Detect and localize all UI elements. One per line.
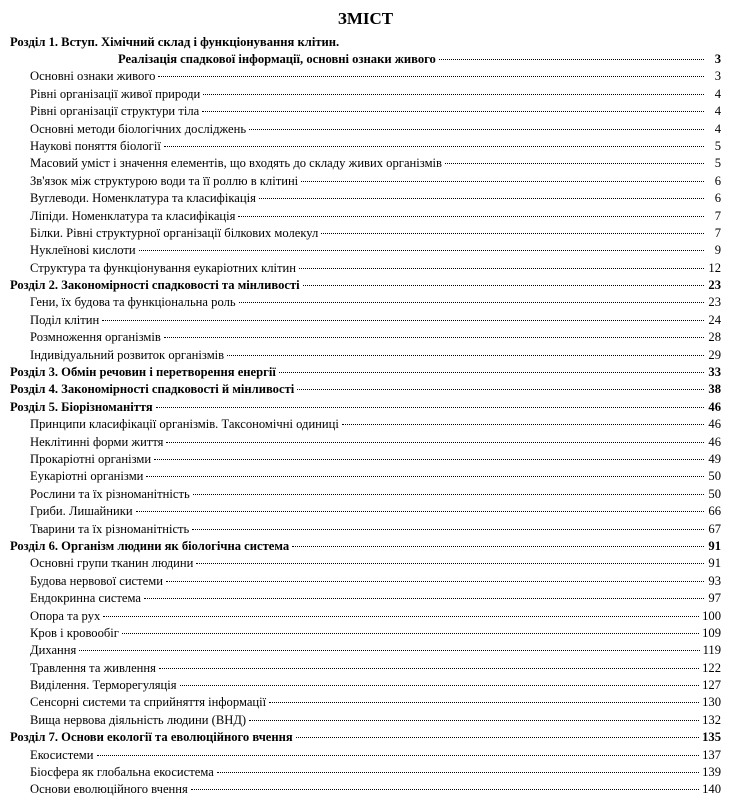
section-1-entry[interactable] (10, 51, 721, 68)
toc-item-page: 132 (702, 712, 721, 727)
toc-item-page: 5 (714, 138, 721, 153)
section-6-label: Розділ 6. Організм людини як біологічна система (10, 538, 290, 553)
toc-item-label: Нуклеїнові кислоти (30, 243, 136, 258)
dot-leader (158, 76, 704, 77)
dot-leader (296, 737, 699, 738)
toc-item-label: Гриби. Лишайники (30, 504, 133, 519)
toc-item[interactable] (10, 468, 721, 485)
dot-leader (136, 511, 704, 512)
dot-leader (166, 442, 704, 443)
toc-item-label: Масовий уміст і значення елементів, що входять до складу живих організмів (30, 156, 442, 171)
toc-item[interactable] (10, 451, 721, 468)
toc-item-label: Основні групи тканин людини (30, 556, 194, 571)
section-3-label: Розділ 3. Обмін речовин і перетворення енергії (10, 365, 276, 380)
toc-item-label: Розмноження організмів (30, 330, 161, 345)
toc-item[interactable] (10, 573, 721, 590)
section-5-entry[interactable] (10, 399, 721, 416)
toc-item-page: 137 (702, 747, 721, 762)
toc-item-label: Принципи класифікації організмів. Таксономічні одиниці (30, 417, 339, 432)
toc-item[interactable] (10, 294, 721, 311)
dot-leader (193, 494, 704, 495)
toc-item-label: Опора та рух (30, 608, 101, 623)
toc-item-page: 109 (702, 625, 721, 640)
toc-item-label: Поділ клітин (30, 312, 100, 327)
section-1-heading: Розділ 1. Вступ. Хімічний склад і функціонування клітин. (10, 35, 340, 49)
dot-leader (238, 216, 704, 217)
toc-item-page: 139 (702, 765, 721, 780)
toc-item[interactable] (10, 103, 721, 120)
dot-leader (164, 146, 704, 147)
dot-leader (166, 581, 704, 582)
toc-item[interactable] (10, 642, 721, 659)
dot-leader (154, 459, 704, 460)
toc-item-label: Основи еволюційного вчення (30, 782, 188, 797)
toc-item-page: 6 (714, 173, 721, 188)
toc-item-label: Кров і кровообіг (30, 625, 119, 640)
dot-leader (139, 250, 704, 251)
toc-item-page: 4 (714, 104, 721, 119)
toc-item-page: 119 (702, 643, 721, 658)
dot-leader (249, 720, 699, 721)
section-6-entry[interactable] (10, 538, 721, 555)
toc-item-label: Вуглеводи. Номенклатура та класифікація (30, 191, 256, 206)
toc-item[interactable] (10, 781, 721, 798)
toc-item-label: Білки. Рівні структурної організації білкових молекул (30, 225, 319, 240)
dot-leader (239, 302, 704, 303)
toc-item-page: 46 (708, 417, 721, 432)
dot-leader (292, 546, 704, 547)
toc-item-page: 7 (714, 225, 721, 240)
dot-leader (321, 233, 704, 234)
toc-item-label: Вища нервова діяльність людини (ВНД) (30, 712, 247, 727)
toc-item-label: Виділення. Терморегуляція (30, 678, 177, 693)
toc-item-label: Структура та функціонування еукаріотних клітин (30, 260, 297, 275)
toc-item-label: Ендокринна система (30, 591, 141, 606)
toc-item[interactable] (10, 121, 721, 138)
dot-leader (279, 372, 704, 373)
toc-item[interactable] (10, 694, 721, 711)
section-7-label: Розділ 7. Основи екології та еволюційного вчення (10, 730, 293, 745)
toc-item[interactable] (10, 155, 721, 172)
section-3-entry[interactable] (10, 364, 721, 381)
toc-item-label: Сенсорні системи та сприйняття інформації (30, 695, 267, 710)
toc-item-page: 50 (708, 469, 721, 484)
dot-leader (299, 268, 704, 269)
toc-item[interactable] (10, 764, 721, 781)
dot-leader (103, 616, 699, 617)
section-5-label: Розділ 5. Біорізноманіття (10, 399, 153, 414)
dot-leader (144, 598, 704, 599)
toc-item-label: Біосфера як глобальна екосистема (30, 765, 214, 780)
dot-leader (164, 337, 704, 338)
toc-item-page: 46 (708, 434, 721, 449)
toc-item-page: 3 (714, 69, 721, 84)
toc-item[interactable] (10, 86, 721, 103)
section-4-page: 38 (708, 382, 721, 397)
toc-item-page: 97 (708, 591, 721, 606)
toc-item-label: Основні методи біологічних досліджень (30, 121, 247, 136)
toc-item-page: 9 (714, 243, 721, 258)
dot-leader (445, 163, 704, 164)
toc-item[interactable] (10, 555, 721, 572)
toc-item[interactable] (10, 434, 721, 451)
dot-leader (297, 389, 704, 390)
toc-item-page: 6 (714, 191, 721, 206)
toc-item-label: Ліпіди. Номенклатура та класифікація (30, 208, 236, 223)
dot-leader (192, 529, 704, 530)
toc-item-page: 7 (714, 208, 721, 223)
toc-item[interactable] (10, 190, 721, 207)
toc-item[interactable] (10, 416, 721, 433)
dot-leader (227, 355, 704, 356)
toc-item[interactable] (10, 660, 721, 677)
section-5-page: 46 (708, 399, 721, 414)
toc-item-label: Рівні організації структури тіла (30, 104, 200, 119)
section-7-page: 135 (702, 730, 721, 745)
toc-item-page: 66 (708, 504, 721, 519)
dot-leader (269, 702, 699, 703)
dot-leader (249, 129, 704, 130)
dot-leader (259, 198, 704, 199)
dot-leader (439, 59, 704, 60)
toc-item[interactable] (10, 260, 721, 277)
toc-item[interactable] (10, 347, 721, 364)
toc-item[interactable] (10, 590, 721, 607)
toc-item[interactable] (10, 173, 721, 190)
dot-leader (97, 755, 700, 756)
toc-item-page: 23 (708, 295, 721, 310)
toc-title: ЗМІСТ (337, 9, 394, 28)
toc-item-label: Основні ознаки живого (30, 69, 156, 84)
toc-item-page: 29 (708, 347, 721, 362)
toc-item-page: 4 (714, 86, 721, 101)
toc-item-label: Будова нервової системи (30, 573, 163, 588)
toc-item-label: Еукаріотні організми (30, 469, 144, 484)
dot-leader (203, 94, 704, 95)
toc-item-label: Прокаріотні організми (30, 451, 152, 466)
toc-item-page: 140 (702, 782, 721, 797)
toc-item[interactable] (10, 625, 721, 642)
dot-leader (122, 633, 699, 634)
toc-item-label: Зв'язок між структурою води та її роллю в клітині (30, 173, 299, 188)
dot-leader (202, 111, 704, 112)
dot-leader (301, 181, 704, 182)
toc-item[interactable] (10, 68, 721, 85)
dot-leader (191, 789, 699, 790)
toc-item[interactable] (10, 242, 721, 259)
toc-item[interactable] (10, 208, 721, 225)
toc-item-label: Рослини та їх різноманітність (30, 486, 190, 501)
toc-item-page: 24 (708, 312, 721, 327)
toc-item[interactable] (10, 503, 721, 520)
toc-item-page: 91 (708, 556, 721, 571)
toc-item[interactable] (10, 747, 721, 764)
toc-item-label: Гени, їх будова та функціональна роль (30, 295, 236, 310)
toc-item-label: Тварини та їх різноманітність (30, 521, 190, 536)
toc-item-page: 28 (708, 330, 721, 345)
toc-item-page: 100 (702, 608, 721, 623)
section-4-entry[interactable] (10, 381, 721, 398)
section-4-label: Розділ 4. Закономірності спадковості й мінливості (10, 382, 295, 397)
toc-item-label: Рівні організації живої природи (30, 86, 201, 101)
toc-item-page: 127 (702, 678, 721, 693)
dot-leader (303, 285, 704, 286)
toc-item[interactable] (10, 312, 721, 329)
toc-item-label: Наукові поняття біології (30, 138, 161, 153)
section-1-page: 3 (714, 52, 721, 66)
toc-item[interactable] (10, 329, 721, 346)
section-3-page: 33 (708, 365, 721, 380)
section-6-page: 91 (708, 538, 721, 553)
dot-leader (180, 685, 700, 686)
toc-item[interactable] (10, 677, 721, 694)
dot-leader (342, 424, 704, 425)
toc-item-page: 12 (708, 260, 721, 275)
toc-item-page: 49 (708, 451, 721, 466)
toc-item-label: Травлення та живлення (30, 660, 156, 675)
toc-item-page: 4 (714, 121, 721, 136)
toc-item[interactable] (10, 225, 721, 242)
section-1-continuation: Реалізація спадкової інформації, основні ознаки живого (118, 52, 436, 66)
section-7-entry[interactable] (10, 729, 721, 746)
toc-item-label: Неклітинні форми життя (30, 434, 164, 449)
dot-leader (159, 668, 699, 669)
section-2-page: 23 (708, 278, 721, 293)
toc-item-page: 5 (714, 156, 721, 171)
section-2-entry[interactable] (10, 277, 721, 294)
dot-leader (217, 772, 699, 773)
toc-item-label: Дихання (30, 643, 77, 658)
dot-leader (146, 476, 704, 477)
toc-item-label: Індивідуальний розвиток організмів (30, 347, 225, 362)
toc-item-page: 50 (708, 486, 721, 501)
toc-item-page: 67 (708, 521, 721, 536)
toc-item-page: 130 (702, 695, 721, 710)
toc-item[interactable] (10, 521, 721, 538)
toc-item-label: Екосистеми (30, 747, 94, 762)
section-2-label: Розділ 2. Закономірності спадковості та мінливості (10, 278, 300, 293)
toc-item[interactable] (10, 138, 721, 155)
dot-leader (102, 320, 704, 321)
toc-item[interactable] (10, 608, 721, 625)
dot-leader (196, 563, 704, 564)
dot-leader (79, 650, 699, 651)
toc-item-page: 93 (708, 573, 721, 588)
dot-leader (156, 407, 704, 408)
toc-item[interactable] (10, 486, 721, 503)
toc-item-page: 122 (702, 660, 721, 675)
toc-item[interactable] (10, 712, 721, 729)
